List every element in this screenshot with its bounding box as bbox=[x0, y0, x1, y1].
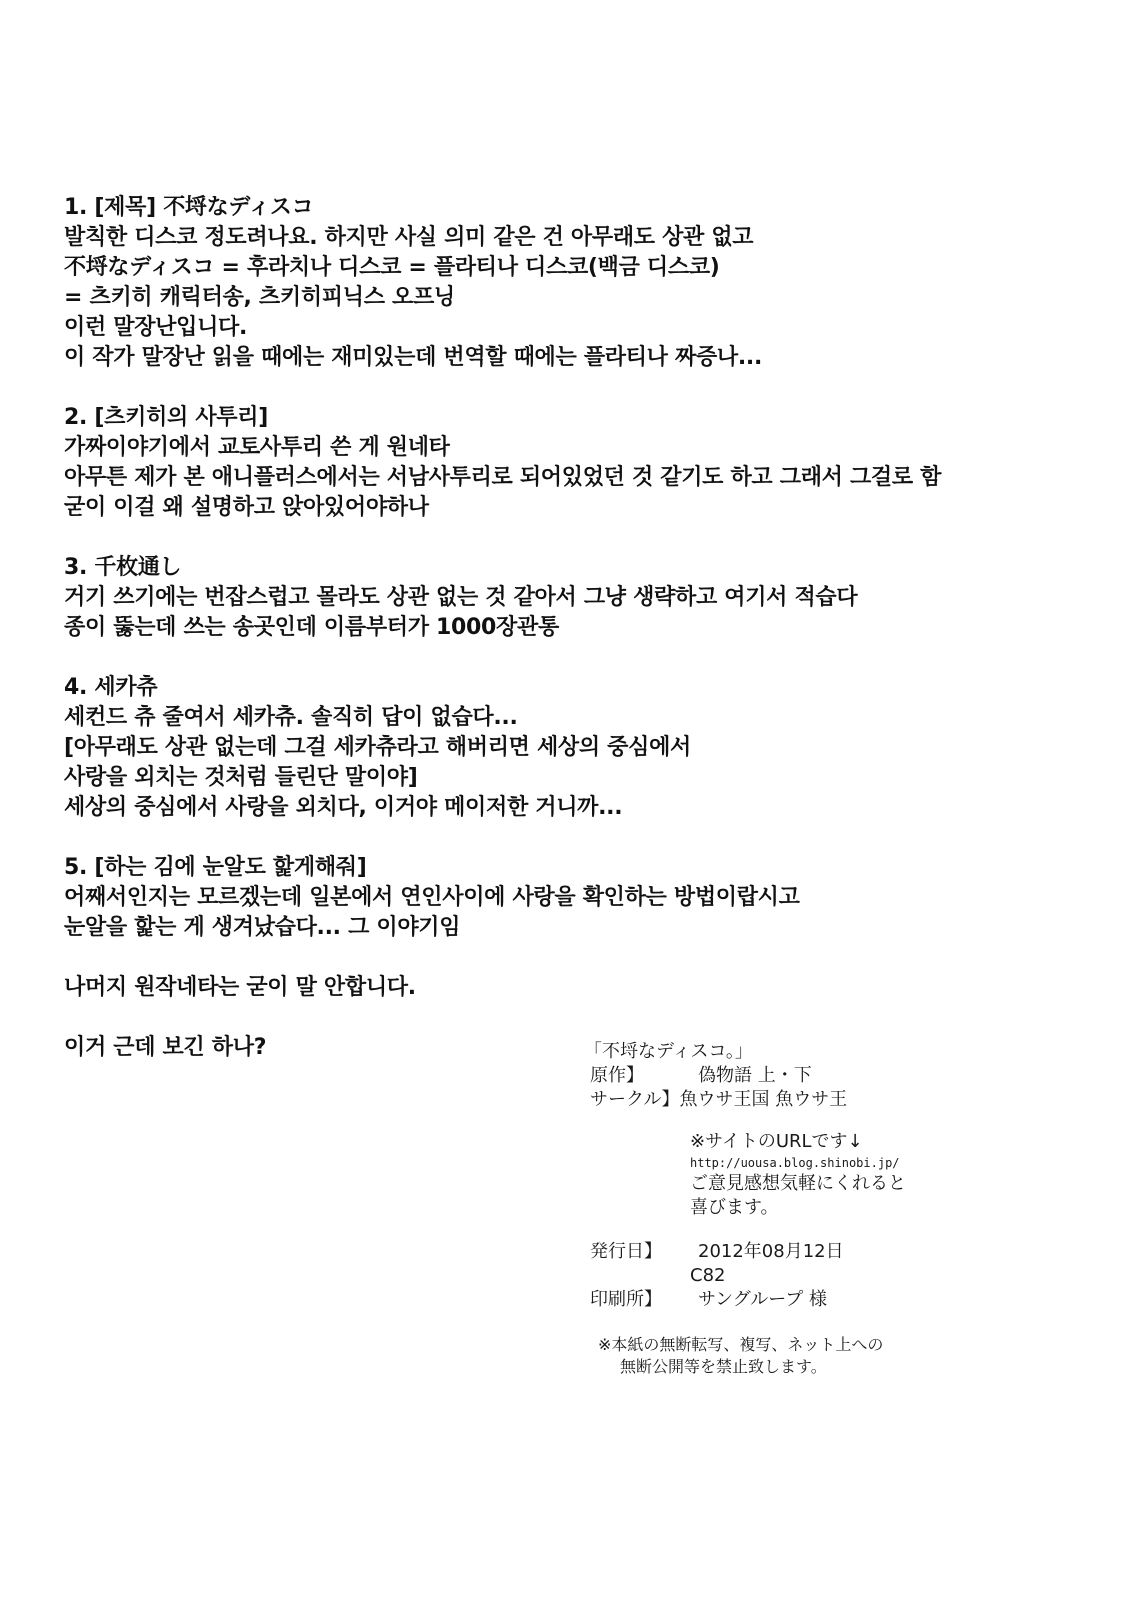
original-work-label: 原作】 bbox=[590, 1065, 644, 1086]
note-line: 거기 쓰기에는 번잡스럽고 몰라도 상관 없는 것 같아서 그냥 생략하고 여기서 적습다 bbox=[64, 585, 858, 610]
issue-date-row bbox=[590, 1240, 1010, 1264]
note-section bbox=[64, 553, 1074, 643]
note-section bbox=[64, 403, 1074, 523]
note-heading: 2. [츠키히의 사투리] bbox=[64, 405, 268, 430]
note-line: 아무튼 제가 본 애니플러스에서는 서남사투리로 되어있었던 것 같기도 하고 그래서 그걸로 함 bbox=[64, 465, 942, 490]
translator-notes bbox=[64, 193, 1074, 1063]
note-line: 종이 뚫는데 쓰는 송곳인데 이름부터가 1000장관통 bbox=[64, 615, 559, 640]
circle-row bbox=[590, 1088, 1010, 1112]
note-heading: 1. [제목] 不埒なディスコ bbox=[64, 195, 314, 220]
issue-date-value: 2012年08月12日 bbox=[698, 1241, 844, 1262]
note-line: [아무래도 상관 없는데 그걸 세카츄라고 해버리면 세상의 중심에서 bbox=[64, 735, 691, 760]
note-line: 이 작가 말장난 읽을 때에는 재미있는데 번역할 때에는 플라티나 짜증나... bbox=[64, 345, 763, 370]
circle-label: サークル】 bbox=[590, 1089, 680, 1110]
circle-value: 魚ウサ王国 魚ウサ王 bbox=[679, 1089, 848, 1110]
original-work-row bbox=[590, 1064, 1010, 1088]
note-heading: 3. 千枚通し bbox=[64, 555, 182, 580]
note-line: 사랑을 외치는 것처럼 들린단 말이야] bbox=[64, 765, 418, 790]
feedback-line-1: ご意見感想気軽にくれると bbox=[690, 1173, 906, 1194]
notice-line-2: 無断公開等を禁止致します。 bbox=[620, 1357, 827, 1376]
event-name: C82 bbox=[690, 1265, 726, 1286]
note-line: 不埒なディスコ = 후라치나 디스코 = 플라티나 디스코(백금 디스코) bbox=[64, 255, 720, 280]
note-heading: 이거 근데 보긴 하나? bbox=[64, 1035, 267, 1060]
note-heading: 5. [하는 김에 눈알도 핥게해줘] bbox=[64, 855, 367, 880]
notice-line-1: ※本紙の無断転写、複写、ネット上への bbox=[598, 1335, 884, 1354]
note-line: = 츠키히 캐릭터송, 츠키히피닉스 오프닝 bbox=[64, 285, 455, 310]
note-heading: 4. 세카츄 bbox=[64, 675, 158, 700]
colophon bbox=[584, 1040, 1010, 1378]
note-line: 눈알을 핥는 게 생겨났습다... 그 이야기임 bbox=[64, 915, 461, 940]
copyright-notice bbox=[598, 1334, 1010, 1378]
note-line: 세상의 중심에서 사랑을 외치다, 이거야 메이저한 거니까... bbox=[64, 795, 623, 820]
feedback-line-2: 喜びます。 bbox=[690, 1197, 779, 1218]
printer-label: 印刷所】 bbox=[590, 1289, 662, 1310]
note-section bbox=[64, 853, 1074, 943]
note-line: 세컨드 츄 줄여서 세카츄. 솔직히 답이 없습다... bbox=[64, 705, 518, 730]
site-url: http://uousa.blog.shinobi.jp/ bbox=[690, 1156, 900, 1170]
colophon-title: 「不埒なディスコ。」 bbox=[584, 1041, 753, 1062]
issue-date-label: 発行日】 bbox=[590, 1241, 662, 1262]
note-line: 이런 말장난입니다. bbox=[64, 315, 248, 340]
site-note: ※サイトのURLです↓ bbox=[690, 1131, 863, 1152]
original-work-value: 偽物語 上・下 bbox=[698, 1065, 812, 1086]
note-heading: 나머지 원작네타는 굳이 말 안합니다. bbox=[64, 975, 416, 1000]
note-line: 어째서인지는 모르겠는데 일본에서 연인사이에 사랑을 확인하는 방법이랍시고 bbox=[64, 885, 800, 910]
publication-block bbox=[590, 1240, 1010, 1312]
site-block bbox=[690, 1130, 1010, 1220]
note-section bbox=[64, 973, 1074, 1003]
printer-value: サングループ 様 bbox=[698, 1289, 828, 1310]
note-section bbox=[64, 673, 1074, 823]
note-line: 발칙한 디스코 정도려나요. 하지만 사실 의미 같은 건 아무래도 상관 없고 bbox=[64, 225, 754, 250]
note-line: 가짜이야기에서 교토사투리 쓴 게 원네타 bbox=[64, 435, 450, 460]
note-section bbox=[64, 193, 1074, 373]
printer-row bbox=[590, 1288, 1010, 1312]
note-line: 굳이 이걸 왜 설명하고 앉아있어야하나 bbox=[64, 495, 429, 520]
